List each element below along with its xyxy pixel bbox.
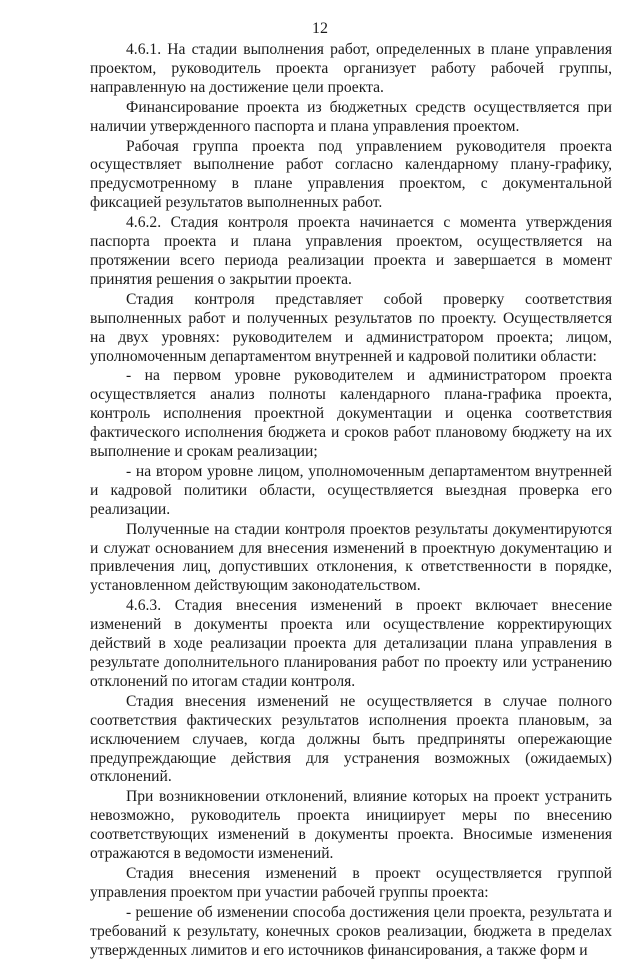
list-item-second-level: - на втором уровне лицом, уполномоченным департаментом внутренней и кадровой политики области, осуществляется выездная проверка его реализации. — [90, 462, 612, 518]
paragraph-4-6-3: 4.6.3. Стадия внесения изменений в проект включает внесение изменений в документы проекта или осуществление корректирующих действий в ходе реализации проекта для детализации плана управления в результате дополнительного планирования работ по проекту или устранению отклонений по итогам стадии контроля. — [90, 597, 612, 690]
document-body — [90, 41, 612, 962]
paragraph-deviations: При возникновении отклонений, влияние которых на проект устранить невозможно, руководитель проекта инициирует меры по внесению соответствующих изменений в документы проекта. Вносимые изменения отражаются в ведомости изменений. — [90, 788, 612, 863]
paragraph-4-6-1: 4.6.1. На стадии выполнения работ, определенных в плане управления проектом, руководитель проекта организует работу рабочей группы, направленную на достижение цели проекта. — [90, 41, 612, 96]
list-item-change-decision: - решение об изменении способа достижения цели проекта, результата и требований к результату, конечных сроков реализации, бюджета в пределах утвержденных лимитов и его источников финансирования, а также форм и — [90, 903, 612, 959]
paragraph-control-stage: Стадия контроля представляет собой проверку соответствия выполненных работ и полученных результатов по проекту. Осуществляется на двух уровнях: руководителем и администратором проекта; лицом, уполномоченным департаментом внутренней и кадровой политики области: — [90, 290, 612, 365]
paragraph-control-results: Полученные на стадии контроля проектов результаты документируются и служат основанием для внесения изменений в проектную документацию и привлечения лиц, допустивших отклонения, к ответственности в порядке, установленном действующим законодательством. — [90, 520, 612, 595]
paragraph-no-changes: Стадия внесения изменений не осуществляется в случае полного соответствия фактических результатов исполнения проекта плановым, за исключением случаев, когда должны быть предприняты опережающие предупреждающие действия для устранения возможных (ожидаемых) отклонений. — [90, 692, 612, 786]
paragraph-change-group: Стадия внесения изменений в проект осуществляется группой управления проектом при участии рабочей группы проекта: — [90, 864, 612, 901]
page-number: 12 — [312, 20, 328, 37]
paragraph-financing: Финансирование проекта из бюджетных средств осуществляется при наличии утвержденного паспорта и плана управления проектом. — [90, 98, 612, 135]
paragraph-working-group: Рабочая группа проекта под управлением руководителя проекта осуществляет выполнение работ согласно календарному плану-графику, предусмотренному в плане управления проектом, с документальной фиксацией результатов выполненных работ. — [90, 137, 612, 212]
paragraph-4-6-2: 4.6.2. Стадия контроля проекта начинается с момента утверждения паспорта проекта и плана управления проектом, осуществляется на протяжении всего периода реализации проекта и завершается в момент принятия решения о закрытии проекта. — [90, 214, 612, 288]
list-item-first-level: - на первом уровне руководителем и администратором проекта осуществляется анализ полноты календарного плана-графика проекта, контроль исполнения проектной документации и оценка соответствия фактического исполнения бюджета и сроков работ плановому бюджету на их выполнение и срокам реализации; — [90, 367, 612, 461]
